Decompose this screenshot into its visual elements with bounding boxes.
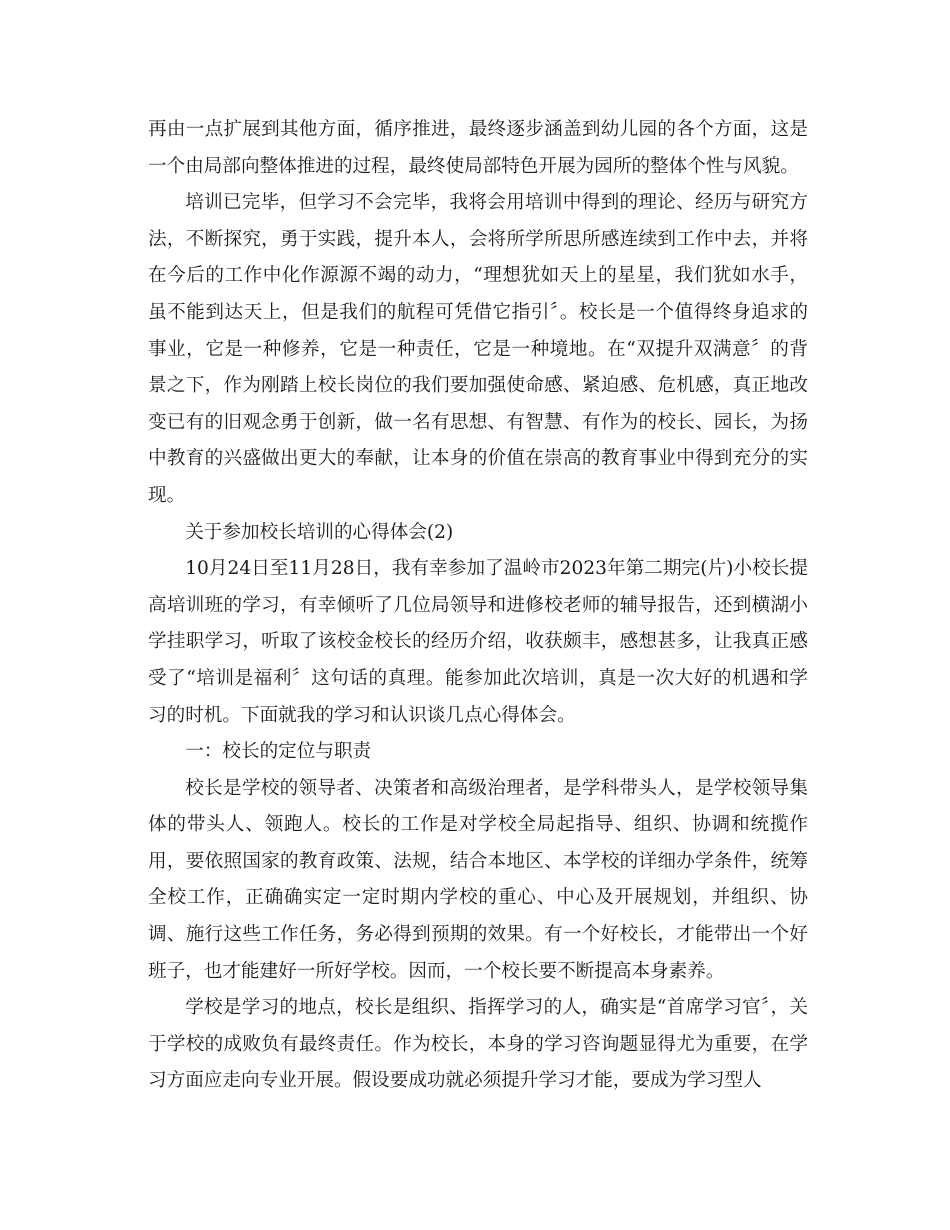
section-title-principal-training: 关于参加校长培训的心得体会(2) xyxy=(185,521,454,543)
paragraph-learning-officer: 学校是学习的地点，校长是组织、指挥学习的人，确实是“首席学习官〞，关于学校的成败负有最终责任。作为校长，本身的学习咨询题显得尤为重要，在学习方面应走向专业开展。假设要成功就必须提升学习才能，要成为学习型人 xyxy=(148,997,808,1092)
paragraph-training-intro: 10月24日至11月28日，我有幸参加了温岭市2023年第二期完(片)小校长提高培训班的学习，有幸倾听了几位局领导和进修校老师的辅导报告，还到横湖小学挂职学习，听取了该校金校长的经历介绍，收获颇丰，感想甚多，让我真正感受了“培训是福利〞这句话的真理。能参加此次培训，真是一次大好的机遇和学习的时机。下面就我的学习和认识谈几点心得体会。 xyxy=(148,558,808,726)
paragraph-continuation: 再由一点扩展到其他方面，循序推进，最终逐步涵盖到幼儿园的各个方面，这是一个由局部向整体推进的过程，最终使局部特色开展为园所的整体个性与风貌。 xyxy=(148,119,808,177)
paragraph-training-reflection: 培训已完毕，但学习不会完毕，我将会用培训中得到的理论、经历与研究方法，不断探究，勇于实践，提升本人，会将所学所思所感连续到工作中去，并将在今后的工作中化作源源不竭的动力，“理想犹如天上的星星，我们犹如水手，虽不能到达天上，但是我们的航程可凭借它指引〞。校长是一个值得终身追求的事业，它是一种修养，它是一种责任，它是一种境地。在“双提升双满意〞的背景之下，作为刚踏上校长岗位的我们要加强使命感、紧迫感、危机感，真正地改变已有的旧观念勇于创新，做一名有思想、有智慧、有作为的校长、园长，为扬中教育的兴盛做出更大的奉献，让本身的价值在崇高的教育事业中得到充分的实现。 xyxy=(148,192,808,506)
section-heading-role-duties: 一：校长的定位与职责 xyxy=(185,741,372,763)
document-body xyxy=(148,112,808,1100)
paragraph-principal-role: 校长是学校的领导者、决策者和高级治理者，是学科带头人，是学校领导集体的带头人、领跑人。校长的工作是对学校全局起指导、组织、协调和统揽作用，要依照国家的教育政策、法规，结合本地区、本学校的详细办学条件，统筹全校工作，正确确实定一定时期内学校的重心、中心及开展规划，并组织、协调、施行这些工作任务，务必得到预期的效果。有一个好校长，才能带出一个好班子，也才能建好一所好学校。因而，一个校长要不断提高本身素养。 xyxy=(148,777,808,982)
